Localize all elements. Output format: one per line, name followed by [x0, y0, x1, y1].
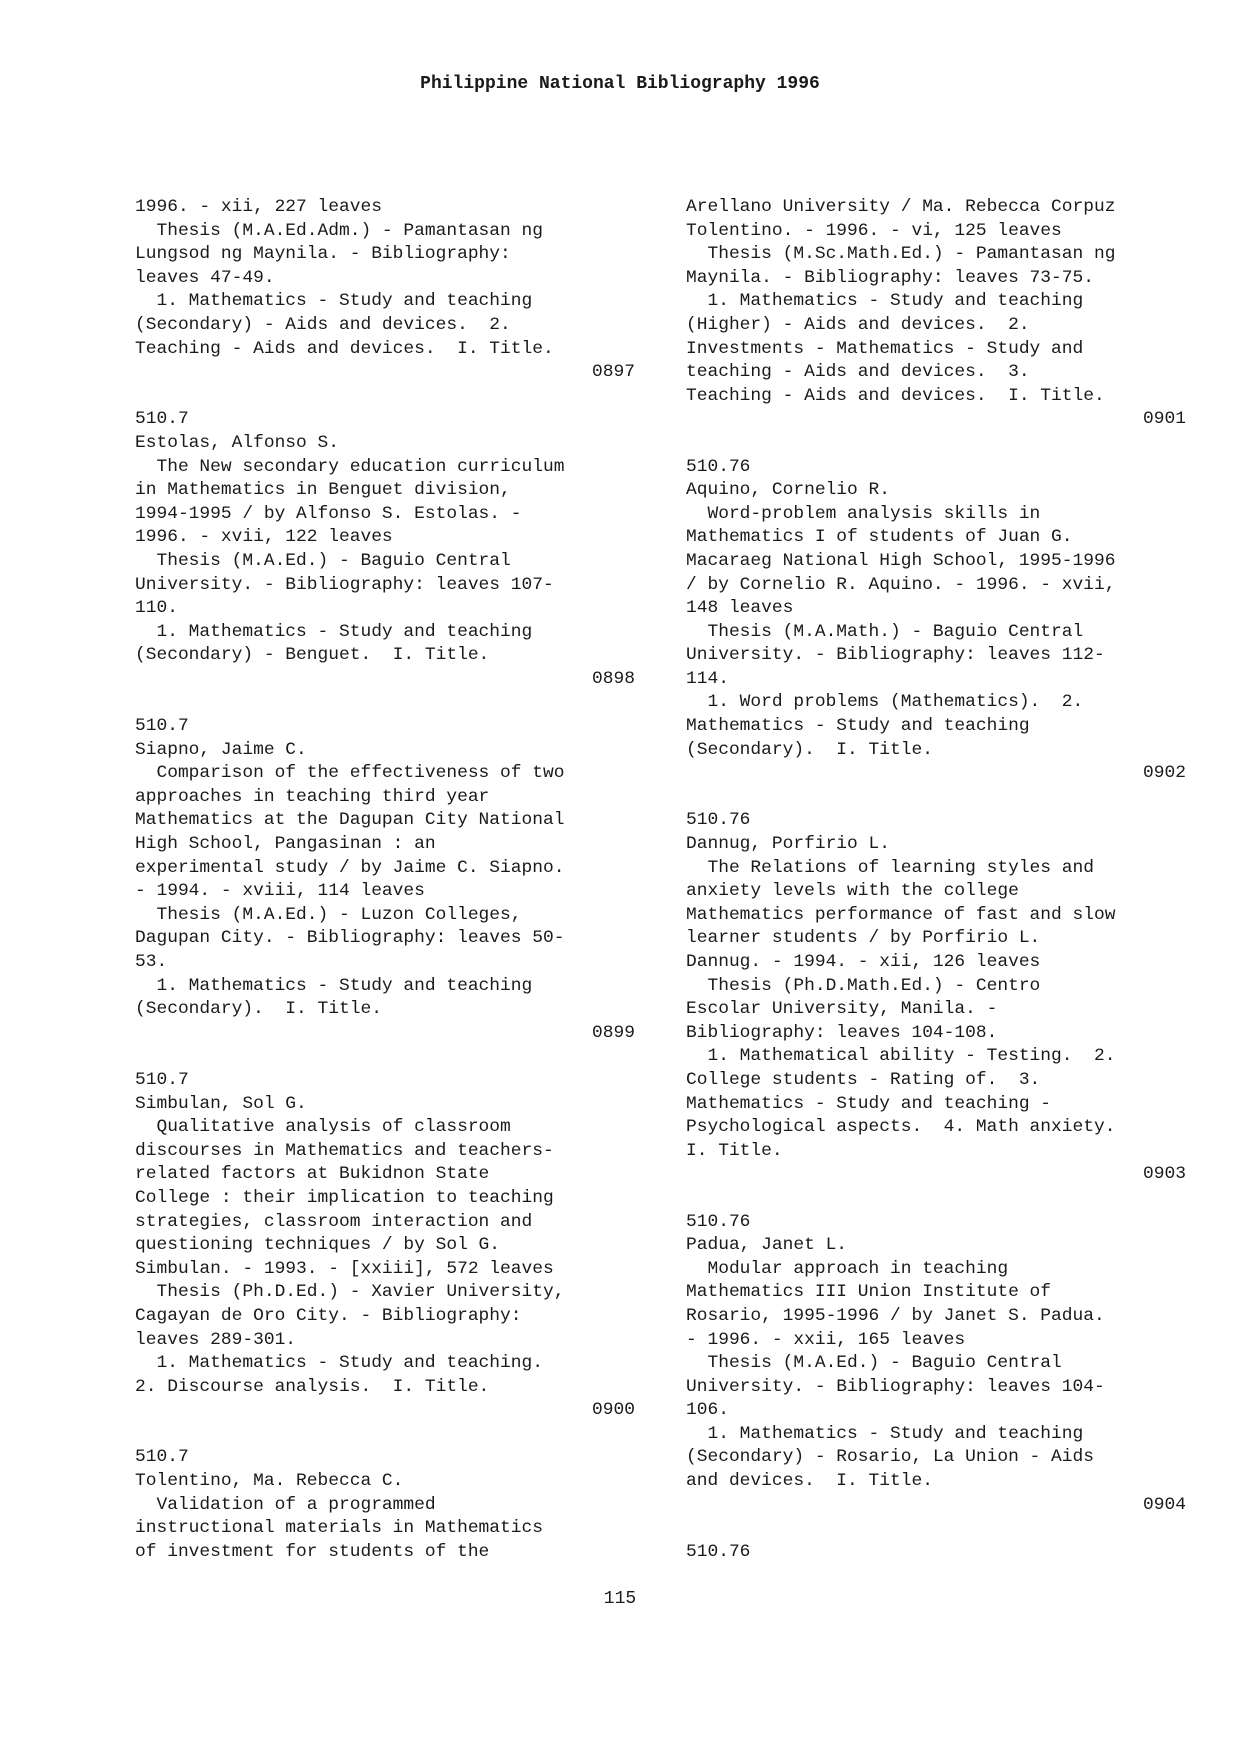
- text-line: learner students / by Porfirio L.: [686, 928, 1041, 949]
- text-line: Mathematics performance of fast and slow: [686, 904, 1116, 925]
- text-line: Word-problem analysis skills in: [686, 503, 1041, 524]
- text-line: Padua, Janet L.: [686, 1235, 848, 1256]
- text-line: and devices. I. Title.: [686, 1471, 933, 1492]
- text-line: Thesis (Ph.D.Math.Ed.) - Centro: [686, 975, 1041, 996]
- page-title: Philippine National Bibliography 1996: [420, 74, 820, 94]
- text-line: (Higher) - Aids and devices. 2.: [686, 314, 1030, 335]
- text-line: The Relations of learning styles and: [686, 857, 1094, 878]
- text-line: Simbulan. - 1993. - [xxiii], 572 leaves: [135, 1258, 554, 1279]
- text-line: Bibliography: leaves 104-108.: [686, 1022, 998, 1043]
- entry-number: 0900: [592, 1400, 635, 1421]
- text-line: Investments - Mathematics - Study and: [686, 338, 1084, 359]
- text-line: leaves 289-301.: [135, 1329, 297, 1350]
- text-line: Escolar University, Manila. -: [686, 999, 998, 1020]
- entry-number: 0903: [1143, 1164, 1186, 1185]
- entry-number: 0901: [1143, 409, 1186, 430]
- text-line: 1. Mathematics - Study and teaching: [686, 1423, 1084, 1444]
- text-line: [686, 432, 1186, 456]
- text-line: (Secondary) - Benguet. I. Title.: [135, 645, 490, 666]
- text-line: College students - Rating of. 3.: [686, 1069, 1041, 1090]
- text-line: Lungsod ng Maynila. - Bibliography:: [135, 244, 511, 265]
- text-line: Siapno, Jaime C.: [135, 739, 307, 760]
- text-line: 53.: [135, 952, 168, 972]
- text-line: instructional materials in Mathematics: [135, 1518, 543, 1539]
- entry-number: 0902: [1143, 763, 1186, 784]
- text-line: (Secondary) - Aids and devices. 2.: [135, 314, 511, 335]
- text-line: I. Title.: [686, 1140, 783, 1161]
- text-line: related factors at Bukidnon State: [135, 1164, 490, 1185]
- text-line: College : their implication to teaching: [135, 1187, 554, 1208]
- text-line: Mathematics at the Dagupan City National: [135, 810, 565, 831]
- text-line: (Secondary). I. Title.: [135, 999, 382, 1020]
- text-line: 1994-1995 / by Alfonso S. Estolas. -: [135, 503, 522, 524]
- text-line: - 1996. - xxii, 165 leaves: [686, 1329, 966, 1350]
- text-line: 106.: [686, 1400, 729, 1421]
- text-line: Thesis (M.A.Ed.) - Luzon Colleges,: [135, 904, 522, 925]
- text-line: 1. Mathematics - Study and teaching: [135, 621, 533, 642]
- text-line: anxiety levels with the college: [686, 881, 1019, 902]
- page-number: 115: [603, 1589, 637, 1609]
- text-line: Maynila. - Bibliography: leaves 73-75.: [686, 267, 1094, 288]
- text-line: Comparison of the effectiveness of two: [135, 763, 565, 784]
- entry-number: 0899: [592, 1022, 635, 1043]
- text-line: 510.76: [686, 456, 751, 477]
- text-line: Thesis (M.Sc.Math.Ed.) - Pamantasan ng: [686, 244, 1116, 265]
- text-line: (Secondary). I. Title.: [686, 739, 933, 760]
- text-line: Dannug. - 1994. - xii, 126 leaves: [686, 952, 1041, 972]
- text-line: 1996. - xvii, 122 leaves: [135, 527, 393, 548]
- text-line: 1996. - xii, 227 leaves: [135, 197, 382, 217]
- text-line: High School, Pangasinan : an: [135, 834, 436, 855]
- text-line: Thesis (M.A.Ed.) - Baguio Central: [686, 1353, 1062, 1374]
- text-line: Estolas, Alfonso S.: [135, 432, 339, 453]
- entry-number: 0898: [592, 668, 635, 689]
- text-line: approaches in teaching third year: [135, 786, 490, 807]
- text-line: 510.7: [135, 1069, 189, 1090]
- text-line: 114.: [686, 668, 729, 689]
- text-line: 510.76: [686, 1211, 751, 1232]
- text-line: (Secondary) - Rosario, La Union - Aids: [686, 1447, 1094, 1468]
- text-line: Psychological aspects. 4. Math anxiety.: [686, 1117, 1116, 1138]
- text-line: Validation of a programmed: [135, 1494, 436, 1515]
- text-line: Mathematics I of students of Juan G.: [686, 527, 1073, 548]
- text-line: / by Cornelio R. Aquino. - 1996. - xvii,: [686, 574, 1116, 595]
- text-line: discourses in Mathematics and teachers-: [135, 1140, 554, 1161]
- text-line: 1. Mathematics - Study and teaching: [686, 291, 1084, 312]
- text-line: Mathematics III Union Institute of: [686, 1282, 1052, 1303]
- text-line: The New secondary education curriculum: [135, 456, 565, 477]
- text-line: experimental study / by Jaime C. Siapno.: [135, 857, 565, 878]
- text-line: Simbulan, Sol G.: [135, 1093, 307, 1114]
- text-line: 510.7: [135, 1447, 189, 1468]
- text-line: Teaching - Aids and devices. I. Title.: [135, 338, 554, 359]
- text-line: 510.7: [135, 716, 189, 737]
- text-line: Macaraeg National High School, 1995-1996: [686, 550, 1116, 571]
- text-line: Qualitative analysis of classroom: [135, 1117, 511, 1138]
- text-line: [135, 1423, 635, 1447]
- text-line: [135, 1045, 635, 1069]
- text-line: leaves 47-49.: [135, 267, 275, 288]
- text-line: Dagupan City. - Bibliography: leaves 50-: [135, 928, 565, 949]
- text-line: Thesis (M.A.Ed.Adm.) - Pamantasan ng: [135, 220, 543, 241]
- text-line: Thesis (M.A.Math.) - Baguio Central: [686, 621, 1084, 642]
- left-column: [135, 196, 635, 1564]
- text-line: [686, 786, 1186, 810]
- text-line: Arellano University / Ma. Rebecca Corpuz: [686, 197, 1116, 217]
- text-line: 510.7: [135, 409, 189, 430]
- text-line: 1. Mathematics - Study and teaching.: [135, 1353, 543, 1374]
- text-line: Thesis (M.A.Ed.) - Baguio Central: [135, 550, 511, 571]
- text-line: Rosario, 1995-1996 / by Janet S. Padua.: [686, 1305, 1105, 1326]
- text-line: 510.76: [686, 810, 751, 831]
- text-line: in Mathematics in Benguet division,: [135, 480, 511, 501]
- text-line: 110.: [135, 598, 178, 619]
- text-line: Tolentino, Ma. Rebecca C.: [135, 1471, 404, 1492]
- text-line: 510.76: [686, 1541, 751, 1562]
- text-line: teaching - Aids and devices. 3.: [686, 362, 1030, 383]
- text-line: questioning techniques / by Sol G.: [135, 1235, 501, 1256]
- text-line: 1. Mathematics - Study and teaching: [135, 975, 533, 996]
- text-line: 2. Discourse analysis. I. Title.: [135, 1376, 490, 1397]
- text-line: Tolentino. - 1996. - vi, 125 leaves: [686, 220, 1062, 241]
- text-line: 1. Word problems (Mathematics). 2.: [686, 692, 1084, 713]
- text-line: [135, 385, 635, 409]
- text-line: Modular approach in teaching: [686, 1258, 1009, 1279]
- text-line: 1. Mathematics - Study and teaching: [135, 291, 533, 312]
- text-line: Cagayan de Oro City. - Bibliography:: [135, 1305, 522, 1326]
- text-line: 148 leaves: [686, 598, 794, 619]
- text-line: 1. Mathematical ability - Testing. 2.: [686, 1046, 1116, 1067]
- text-line: Dannug, Porfirio L.: [686, 834, 890, 855]
- text-line: University. - Bibliography: leaves 107-: [135, 574, 554, 595]
- right-column: [686, 196, 1186, 1564]
- text-line: Teaching - Aids and devices. I. Title.: [686, 385, 1105, 406]
- entry-number: 0904: [1143, 1494, 1186, 1515]
- text-line: Aquino, Cornelio R.: [686, 480, 890, 501]
- text-line: Thesis (Ph.D.Ed.) - Xavier University,: [135, 1282, 565, 1303]
- text-line: Mathematics - Study and teaching -: [686, 1093, 1052, 1114]
- text-line: of investment for students of the: [135, 1541, 490, 1562]
- text-line: University. - Bibliography: leaves 112-: [686, 645, 1105, 666]
- entry-number: 0897: [592, 362, 635, 383]
- text-line: [135, 691, 635, 715]
- text-line: strategies, classroom interaction and: [135, 1211, 533, 1232]
- text-line: [686, 1517, 1186, 1541]
- text-line: University. - Bibliography: leaves 104-: [686, 1376, 1105, 1397]
- text-line: - 1994. - xviii, 114 leaves: [135, 881, 425, 902]
- text-line: Mathematics - Study and teaching: [686, 716, 1030, 737]
- text-line: [686, 1187, 1186, 1211]
